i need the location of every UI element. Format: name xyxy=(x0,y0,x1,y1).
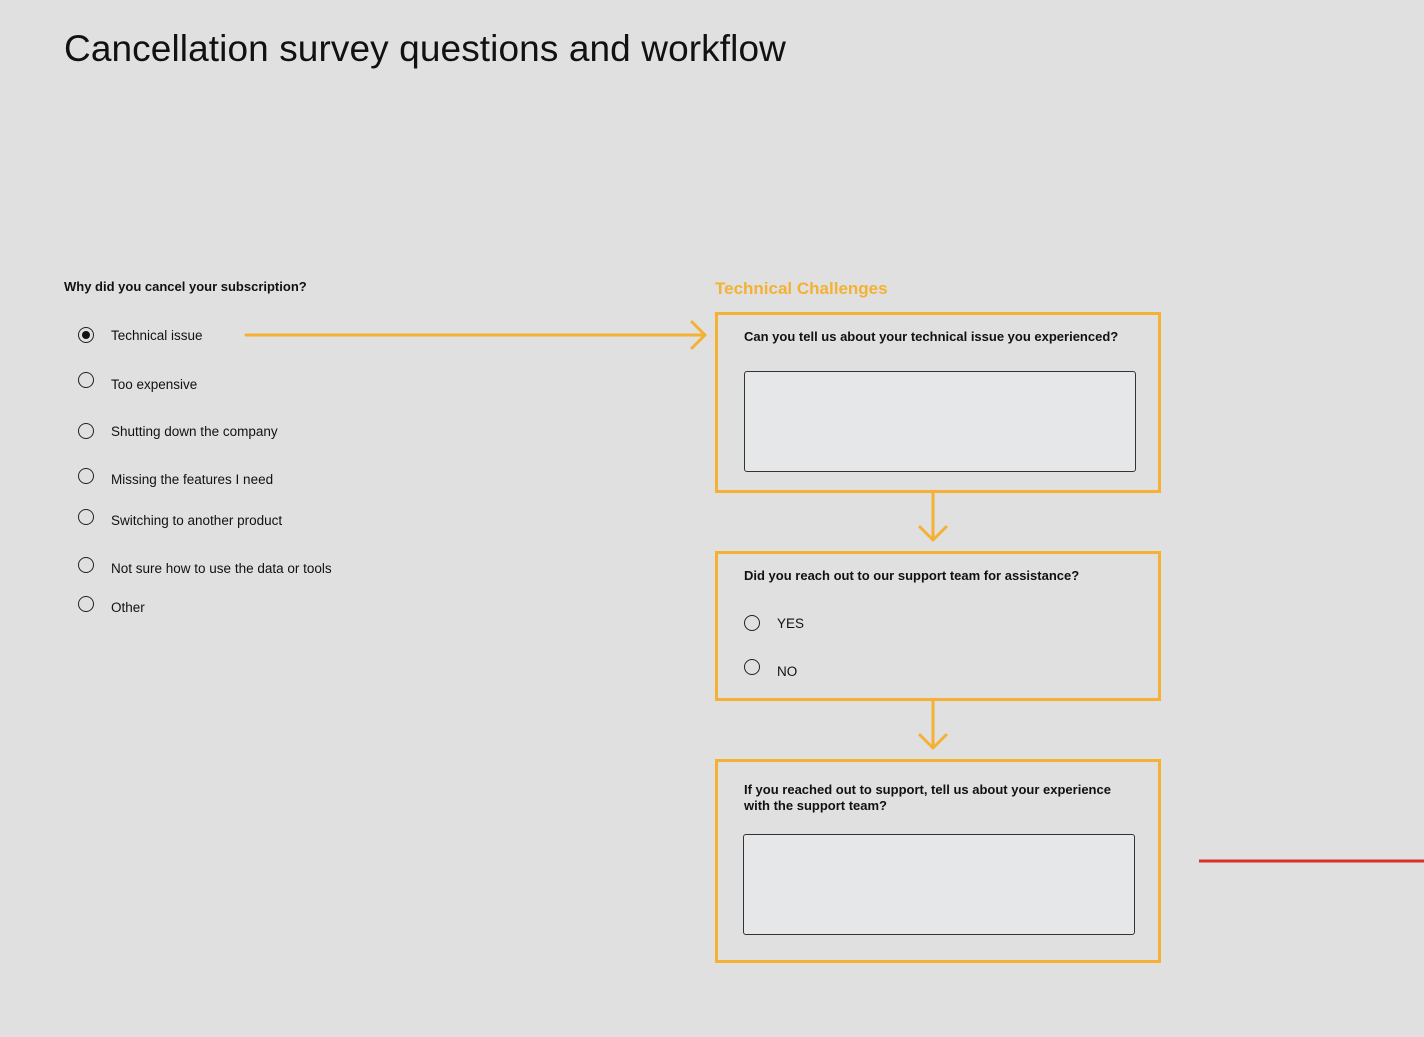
option-label: YES xyxy=(777,615,805,631)
support-experience-question xyxy=(744,782,1111,814)
technical-issue-question: Can you tell us about your technical issue you experienced? xyxy=(744,329,1119,344)
question-line: with the support team? xyxy=(744,798,887,813)
support-experience-card xyxy=(715,759,1161,963)
option-label: Shutting down the company xyxy=(111,423,278,439)
option-yes[interactable] xyxy=(744,613,804,633)
question-line: If you reached out to support, tell us about your experience xyxy=(744,782,1111,797)
cancel-reason-question: Why did you cancel your subscription? xyxy=(64,279,307,294)
option-no[interactable] xyxy=(744,657,797,677)
page-title: Cancellation survey questions and workflow xyxy=(64,28,786,69)
option-label: Too expensive xyxy=(111,376,198,392)
option-label: Technical issue xyxy=(111,327,203,343)
section-heading: Technical Challenges xyxy=(715,279,888,298)
option-label: Other xyxy=(111,599,145,615)
support-contact-card xyxy=(715,551,1161,701)
option-label: Missing the features I need xyxy=(111,471,274,487)
support-contact-question: Did you reach out to our support team for assistance? xyxy=(744,568,1080,583)
technical-issue-input[interactable] xyxy=(744,371,1136,472)
radio-button[interactable] xyxy=(744,659,760,675)
support-experience-input[interactable] xyxy=(743,834,1135,935)
option-label: NO xyxy=(777,663,798,679)
radio-button[interactable] xyxy=(744,615,760,631)
technical-issue-card xyxy=(715,312,1161,493)
option-label: Not sure how to use the data or tools xyxy=(111,560,332,576)
option-label: Switching to another product xyxy=(111,512,283,528)
